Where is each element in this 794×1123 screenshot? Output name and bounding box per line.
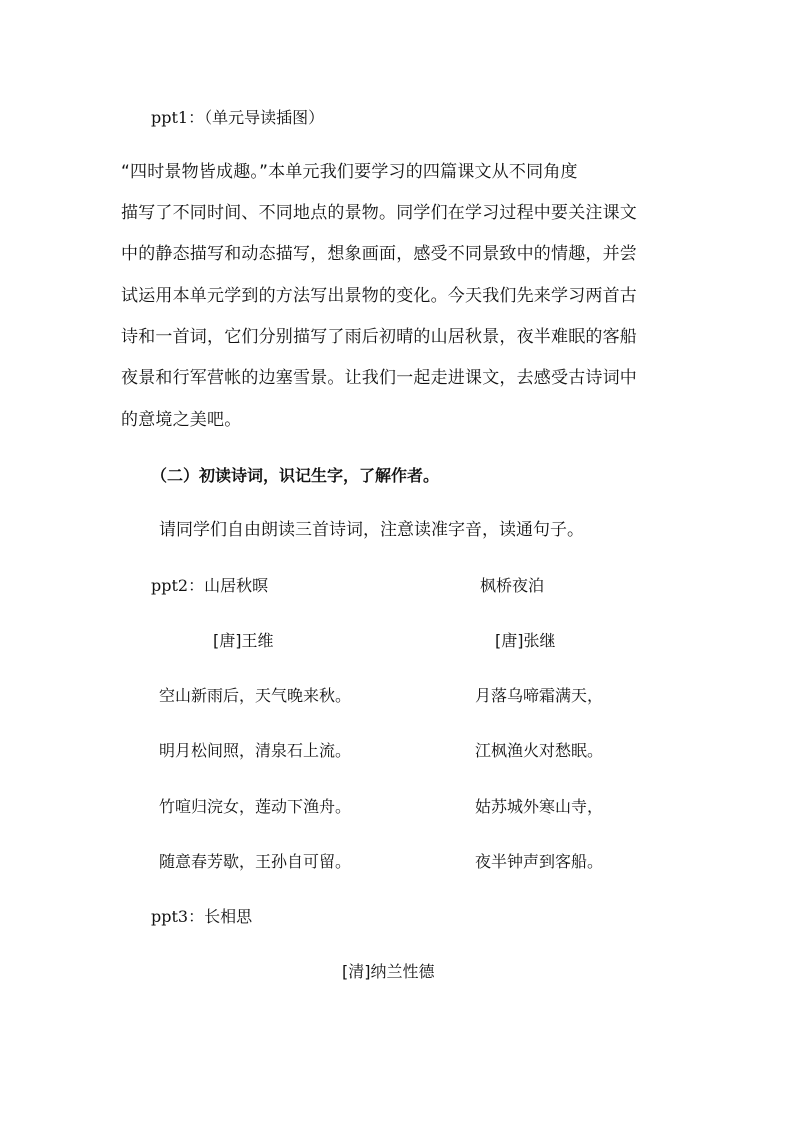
poem-right-line: 夜半钟声到客船。 xyxy=(475,852,604,871)
intro-line: 试运用本单元学到的方法写出景物的变化。今天我们先来学习两首古 xyxy=(121,286,637,306)
ppt3-author: [清]纳兰性德 xyxy=(342,962,435,981)
poem-left-line: 竹喧归浣女，莲动下渔舟。 xyxy=(159,797,352,816)
intro-line: 的意境之美吧。 xyxy=(121,410,242,430)
intro-line: “四时景物皆成趣。”本单元我们要学习的四篇课文从不同角度 xyxy=(121,162,578,182)
ppt3-label: ppt3： xyxy=(151,907,205,926)
poem-left-author: [唐]王维 xyxy=(213,631,274,650)
ppt1-title: （单元导读插图） xyxy=(204,108,325,127)
poem-left-title: 山居秋暝 xyxy=(204,576,269,595)
intro-line: 描写了不同时间、不同地点的景物。同学们在学习过程中要关注课文 xyxy=(121,203,637,223)
poem-left-line: 空山新雨后，天气晚来秋。 xyxy=(159,686,352,705)
ppt3-line xyxy=(151,907,252,927)
poem-right-author: [唐]张继 xyxy=(495,631,556,650)
poem-right-line: 姑苏城外寒山寺， xyxy=(475,797,604,816)
ppt1-line xyxy=(151,108,324,128)
ppt3-title: 长相思 xyxy=(204,907,253,926)
intro-line: 中的静态描写和动态描写，想象画面，感受不同景致中的情趣，并尝 xyxy=(121,244,637,264)
intro-line: 诗和一首词，它们分别描写了雨后初晴的山居秋景，夜半难眠的客船 xyxy=(121,327,637,347)
ppt1-label: ppt1： xyxy=(151,108,205,127)
poem-left-line: 随意春芳歇，王孙自可留。 xyxy=(159,852,352,871)
ppt2-line xyxy=(151,576,268,596)
ppt2-label: ppt2： xyxy=(151,576,205,595)
section2-heading: （二）初读诗词，识记生字，了解作者。 xyxy=(151,466,440,485)
poem-right-line: 江枫渔火对愁眠。 xyxy=(475,741,604,760)
reading-instruction: 请同学们自由朗读三首诗词，注意读准字音，读通句子。 xyxy=(159,520,584,540)
poem-right-title: 枫桥夜泊 xyxy=(480,576,545,595)
poem-right-line: 月落乌啼霜满天， xyxy=(475,686,604,705)
intro-line: 夜景和行军营帐的边塞雪景。让我们一起走进课文，去感受古诗词中 xyxy=(121,368,637,388)
poem-left-line: 明月松间照，清泉石上流。 xyxy=(159,741,352,760)
